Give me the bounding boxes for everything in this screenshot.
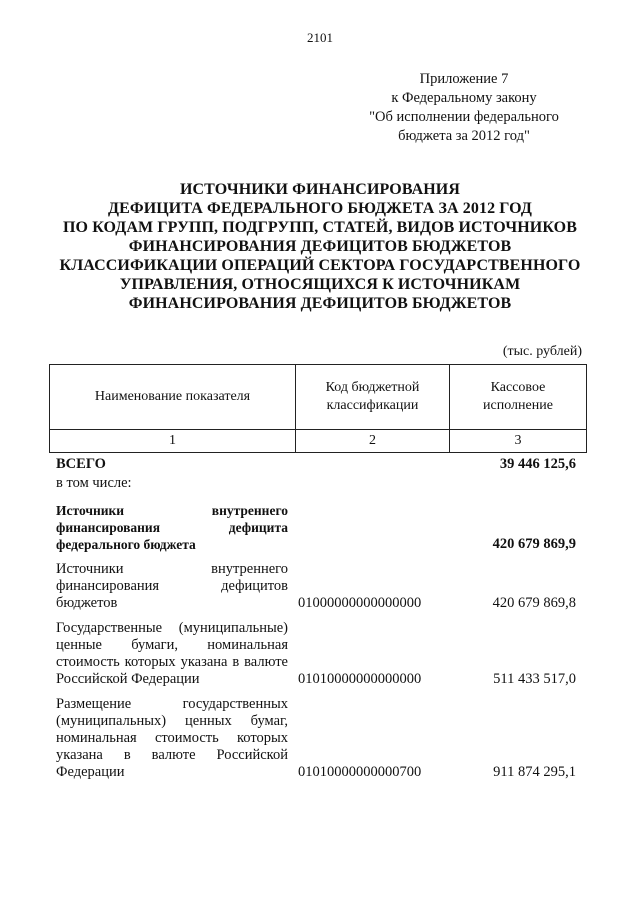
header-exec-line-2: исполнение bbox=[483, 398, 553, 413]
table-body bbox=[56, 456, 586, 789]
row-name: Источники внутреннего финансирования дефицитов бюджетов bbox=[56, 561, 288, 611]
appendix-line-3: "Об исполнении федерального bbox=[369, 109, 559, 125]
title-line-4: ФИНАНСИРОВАНИЯ ДЕФИЦИТОВ БЮДЖЕТОВ bbox=[128, 238, 512, 255]
row-value: 911 874 295,1 bbox=[493, 764, 576, 780]
row-name: в том числе: bbox=[56, 475, 132, 491]
document-title bbox=[40, 180, 600, 313]
header-code-line-1: Код бюджетной bbox=[325, 380, 420, 395]
row-code: 01010000000000700 bbox=[298, 764, 422, 780]
row-value: 420 679 869,9 bbox=[492, 536, 576, 552]
column-number-1: 1 bbox=[50, 430, 296, 453]
title-line-2: ДЕФИЦИТА ФЕДЕРАЛЬНОГО БЮДЖЕТА ЗА 2012 ГОД bbox=[107, 200, 533, 217]
table-header bbox=[49, 364, 583, 453]
column-number-2: 2 bbox=[296, 430, 450, 453]
units-label: (тыс. рублей) bbox=[502, 344, 582, 359]
column-number-row bbox=[50, 430, 587, 453]
header-row bbox=[50, 365, 587, 430]
table-row bbox=[56, 475, 586, 492]
row-code: 01010000000000000 bbox=[298, 671, 422, 687]
header-name-label: Наименование показателя bbox=[94, 389, 251, 404]
table-row bbox=[56, 561, 586, 612]
header-code bbox=[296, 365, 450, 430]
appendix-line-4: бюджета за 2012 год" bbox=[398, 128, 530, 144]
title-line-3: ПО КОДАМ ГРУПП, ПОДГРУПП, СТАТЕЙ, ВИДОВ ИСТОЧНИКОВ bbox=[63, 219, 577, 236]
column-number-3: 3 bbox=[450, 430, 587, 453]
row-name: ВСЕГО bbox=[56, 456, 106, 472]
title-line-7: ФИНАНСИРОВАНИЯ ДЕФИЦИТОВ БЮДЖЕТОВ bbox=[128, 295, 512, 312]
title-line-6: УПРАВЛЕНИЯ, ОТНОСЯЩИХСЯ К ИСТОЧНИКАМ bbox=[119, 276, 521, 293]
header-execution bbox=[450, 365, 587, 430]
title-line-1: ИСТОЧНИКИ ФИНАНСИРОВАНИЯ bbox=[179, 181, 460, 198]
row-name: Размещение государственных (муниципальных) ценных бумаг, номинальная стоимость которых указана в валюте Российской Федерации bbox=[56, 696, 288, 780]
row-name: Источники внутреннего финансирования дефицита федерального бюджета bbox=[56, 503, 288, 552]
table-row bbox=[56, 502, 586, 553]
row-value: 39 446 125,6 bbox=[499, 456, 576, 472]
table-row bbox=[56, 456, 586, 473]
row-code: 01000000000000000 bbox=[298, 595, 422, 611]
table-row bbox=[56, 696, 586, 781]
page-number: 2101 bbox=[307, 30, 333, 45]
row-value: 511 433 517,0 bbox=[493, 671, 576, 687]
table-row bbox=[56, 620, 586, 688]
appendix-line-1: Приложение 7 bbox=[419, 71, 509, 87]
header-code-line-2: классификации bbox=[326, 398, 419, 413]
appendix-note bbox=[340, 70, 588, 146]
appendix-line-2: к Федеральному закону bbox=[391, 90, 537, 106]
header-name bbox=[50, 365, 296, 430]
header-exec-line-1: Кассовое bbox=[490, 380, 546, 395]
header-table bbox=[49, 364, 587, 453]
row-name: Государственные (муниципальные) ценные бумаги, номинальная стоимость которых указана в валюте Российской Федерации bbox=[56, 620, 288, 687]
title-line-5: КЛАССИФИКАЦИИ ОПЕРАЦИЙ СЕКТОРА ГОСУДАРСТВЕННОГО bbox=[59, 257, 581, 274]
row-value: 420 679 869,8 bbox=[492, 595, 576, 611]
